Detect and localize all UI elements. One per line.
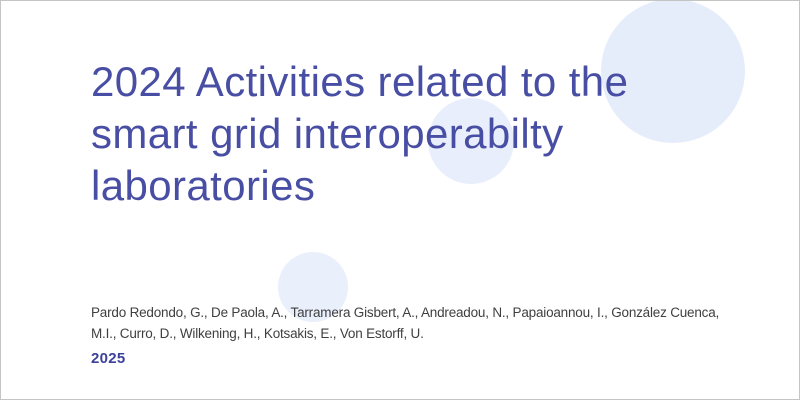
authors-line-2: M.I., Curro, D., Wilkening, H., Kotsakis, E., Von Estorff, U. [91, 326, 424, 341]
report-title [91, 56, 731, 212]
authors-list [91, 302, 751, 344]
report-title-line-3: laboratories [91, 162, 316, 209]
authors-line-1: Pardo Redondo, G., De Paola, A., Tarramera Gisbert, A., Andreadou, N., Papaioannou, I., González Cuenca, [91, 305, 720, 320]
report-title-line-2: smart grid interoperabilty [91, 110, 564, 157]
report-title-line-1: 2024 Activities related to the [91, 58, 629, 105]
publication-year: 2025 [91, 350, 126, 367]
